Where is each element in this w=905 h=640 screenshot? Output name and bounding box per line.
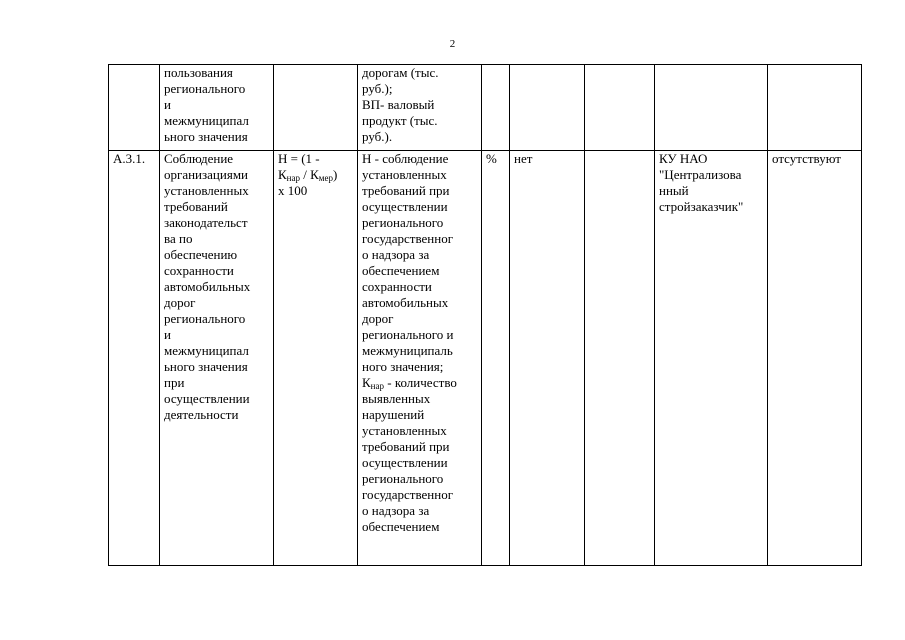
text-line: регионального и [362, 327, 454, 342]
text-line: дорог [362, 311, 394, 326]
formula-k-nar-sub: нар [286, 173, 300, 183]
text-line: дорог [164, 295, 196, 310]
text-line: ного значения; [362, 359, 444, 374]
text-line: выявленных [362, 391, 431, 406]
text-line: обеспечением [362, 519, 440, 534]
cell-unit [482, 65, 510, 151]
text-line: требований при [362, 183, 450, 198]
cell-col9 [768, 65, 862, 151]
text-line: осуществлении [164, 391, 250, 406]
text-line: регионального [362, 471, 444, 486]
text-line: установленных [362, 423, 447, 438]
text-line: регионального [164, 81, 246, 96]
text-line: "Централизова [659, 167, 742, 182]
formula-separator: / [299, 167, 311, 182]
text-line: государственног [362, 487, 454, 502]
cell-unit: % [482, 151, 510, 566]
formula-line: Н = (1 - [278, 151, 320, 166]
text-line: требований [164, 199, 228, 214]
cell-description [358, 65, 482, 151]
formula-line [278, 167, 357, 183]
cell-responsible [655, 65, 768, 151]
text-line [362, 375, 481, 391]
text-line: межмуниципал [164, 113, 249, 128]
text-line: деятельности [164, 407, 239, 422]
text-line: нарушений [362, 407, 425, 422]
text-line: стройзаказчик" [659, 199, 744, 214]
cell-responsible [655, 151, 768, 566]
text-line: обеспечением [362, 263, 440, 278]
formula-close: ) [332, 167, 338, 182]
cell-col7 [585, 151, 655, 566]
text-line: регионального [362, 215, 444, 230]
cell-code: А.3.1. [109, 151, 160, 566]
k-nar-sub: нар [370, 381, 384, 391]
cell-col9: отсутствуют [768, 151, 862, 566]
text-line: ва по [164, 231, 193, 246]
cell-indicator-name [160, 65, 274, 151]
text-line: законодательст [164, 215, 248, 230]
text-line: КУ НАО [659, 151, 708, 166]
text-line: дорогам (тыс. [362, 65, 439, 80]
table-row-a-3-1 [109, 151, 862, 566]
k-definition: - количество [383, 375, 457, 390]
cell-formula [274, 151, 358, 566]
text-line: при [164, 375, 185, 390]
text-line: осуществлении [362, 455, 448, 470]
cell-col7 [585, 65, 655, 151]
formula-k: К [278, 167, 287, 182]
page-number: 2 [449, 38, 456, 50]
text-line: межмуниципаль [362, 343, 453, 358]
text-line: автомобильных [164, 279, 251, 294]
text-line: установленных [164, 183, 249, 198]
text-line: о надзора за [362, 247, 430, 262]
text-line: сохранности [164, 263, 234, 278]
cell-indicator-name [160, 151, 274, 566]
text-line: установленных [362, 167, 447, 182]
text-line: и [164, 327, 171, 342]
text-line: осуществлении [362, 199, 448, 214]
text-line: Н - соблюдение [362, 151, 449, 166]
text-line: руб.). [362, 129, 393, 144]
formula-line: х 100 [278, 183, 308, 198]
text-line: регионального [164, 311, 246, 326]
text-line: продукт (тыс. [362, 113, 438, 128]
formula-k: К [310, 167, 319, 182]
formula-k-mer-sub: мер [318, 173, 333, 183]
text-line: организациями [164, 167, 248, 182]
text-line: и [164, 97, 171, 112]
cell-col6 [510, 65, 585, 151]
text-line: о надзора за [362, 503, 430, 518]
text-line: пользования [164, 65, 233, 80]
cell-col6: нет [510, 151, 585, 566]
text-line: руб.); [362, 81, 393, 96]
text-line: государственног [362, 231, 454, 246]
text-line: ьного значения [164, 359, 248, 374]
text-line: нный [659, 183, 689, 198]
text-line: Соблюдение [164, 151, 234, 166]
text-line: межмуниципал [164, 343, 249, 358]
cell-code [109, 65, 160, 151]
indicator-table [108, 64, 862, 566]
text-line: требований при [362, 439, 450, 454]
text-line: ВП- валовый [362, 97, 435, 112]
text-line: обеспечению [164, 247, 238, 262]
k-letter: К [362, 375, 371, 390]
text-line: сохранности [362, 279, 432, 294]
text-line: автомобильных [362, 295, 449, 310]
text-line: ьного значения [164, 129, 248, 144]
table-row-continuation [109, 65, 862, 151]
cell-formula [274, 65, 358, 151]
cell-description [358, 151, 482, 566]
